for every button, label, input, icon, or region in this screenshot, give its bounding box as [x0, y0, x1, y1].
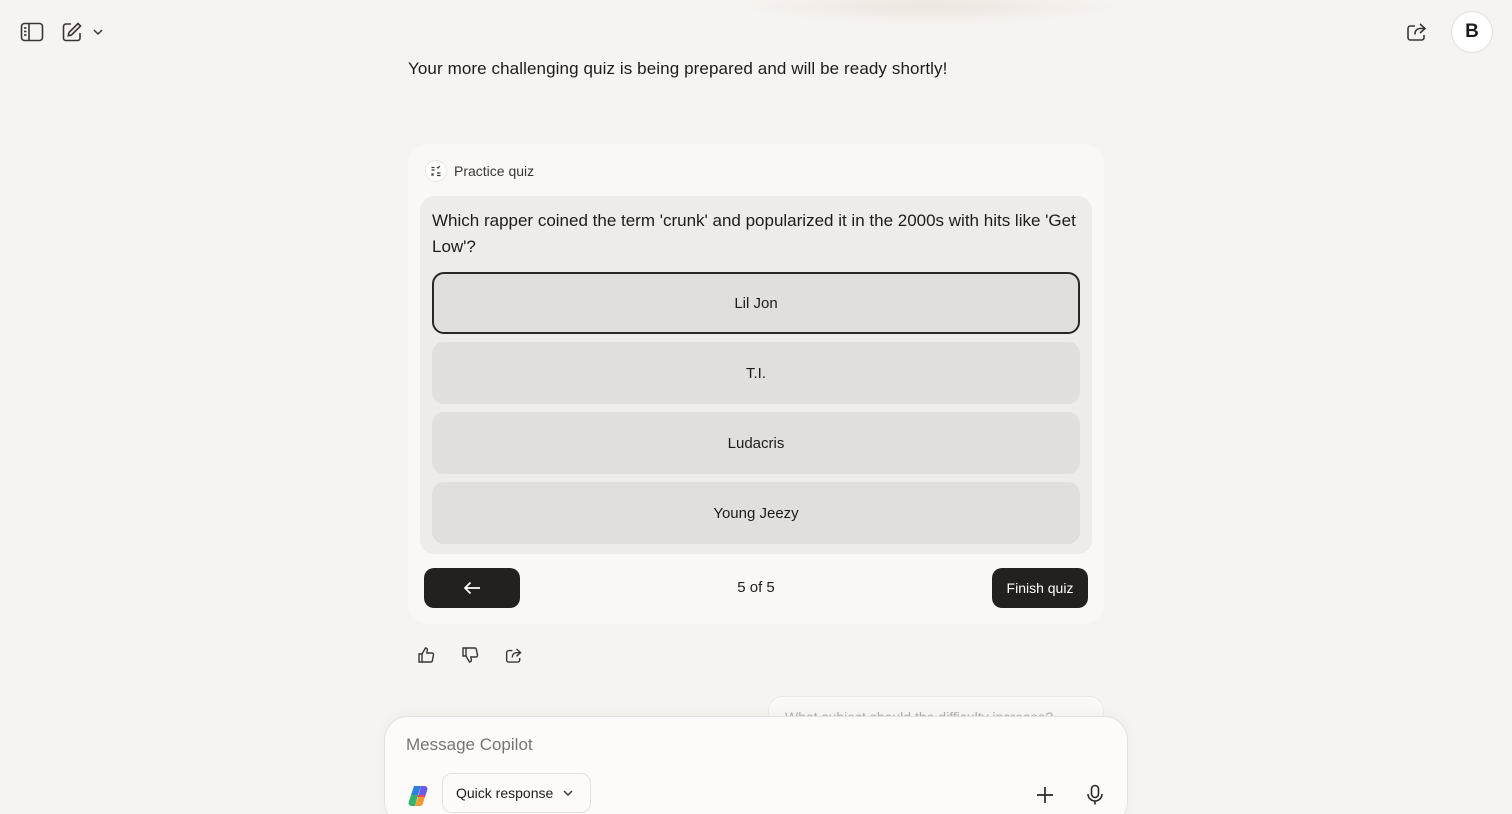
share-icon [1406, 22, 1428, 42]
quiz-question: Which rapper coined the term 'crunk' and popularized it in the 2000s with hits like 'Get Low'? [432, 211, 1076, 256]
copilot-logo-icon [406, 783, 432, 809]
like-button[interactable] [414, 643, 438, 667]
answer-option-label: Ludacris [727, 434, 785, 452]
practice-quiz-card [408, 144, 1104, 624]
answer-option-label: Lil Jon [734, 294, 778, 312]
chevron-down-icon [562, 789, 574, 797]
question-panel [420, 196, 1092, 554]
finish-quiz-label: Finish quiz [1006, 580, 1074, 596]
answer-option-ti[interactable] [432, 342, 1080, 404]
plus-icon [1035, 785, 1055, 805]
topbar-left [18, 18, 106, 46]
answer-option-label: Young Jeezy [713, 504, 799, 522]
quiz-icon [425, 160, 447, 182]
answer-option-lil-jon[interactable] [432, 272, 1080, 334]
voice-input-button[interactable] [1081, 781, 1109, 809]
message-actions [414, 643, 546, 667]
compose-icon [61, 21, 83, 43]
user-avatar[interactable] [1451, 11, 1493, 53]
share-icon [505, 647, 523, 664]
avatar-initial: B [1465, 21, 1479, 42]
finish-quiz-button[interactable] [992, 568, 1088, 608]
quiz-progress: 5 of 5 [737, 579, 775, 596]
quiz-header [425, 160, 534, 182]
answer-option-young-jeezy[interactable] [432, 482, 1080, 544]
share-message-button[interactable] [502, 643, 526, 667]
message-input[interactable] [406, 735, 1086, 755]
sidebar-icon [20, 22, 44, 42]
response-mode-select[interactable] [442, 773, 591, 813]
thumbs-down-icon [461, 646, 479, 664]
arrow-left-icon [463, 581, 481, 595]
assistant-message: Your more challenging quiz is being prepared and will be ready shortly! [408, 59, 948, 78]
top-glow-decoration [740, 0, 1120, 24]
thumbs-up-icon [417, 646, 435, 664]
answer-option-label: T.I. [745, 364, 766, 382]
microphone-icon [1086, 784, 1104, 806]
add-attachment-button[interactable] [1031, 781, 1059, 809]
chevron-down-icon [92, 28, 104, 36]
dislike-button[interactable] [458, 643, 482, 667]
quiz-title: Practice quiz [454, 163, 535, 179]
quiz-footer [424, 568, 1088, 608]
answer-option-ludacris[interactable] [432, 412, 1080, 474]
share-conversation-button[interactable] [1401, 16, 1433, 48]
sidebar-toggle-button[interactable] [18, 18, 46, 46]
message-composer [384, 716, 1128, 814]
topbar-right [1401, 11, 1493, 53]
new-chat-button[interactable] [58, 18, 86, 46]
previous-question-button[interactable] [424, 568, 520, 608]
response-mode-label: Quick response [456, 785, 554, 801]
new-chat-options-button[interactable] [90, 18, 106, 46]
